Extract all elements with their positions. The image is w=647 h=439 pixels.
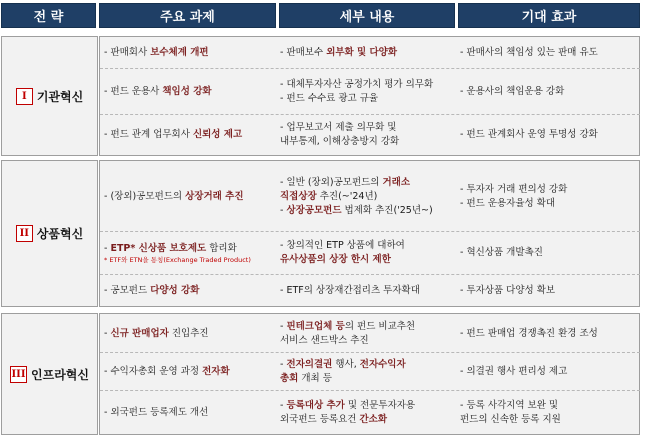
cell-line xyxy=(104,128,276,142)
cell-line xyxy=(280,399,458,413)
emphasis-text: ETP* 신상품 보호제도 xyxy=(110,242,207,254)
emphasis-text: 상장공모펀드 xyxy=(286,204,342,216)
roman-numeral-badge: I xyxy=(16,88,33,105)
emphasis-text: 다양성 강화 xyxy=(150,284,200,296)
text-segment: 펀드의 신속한 등록 지원 xyxy=(460,413,561,425)
text-segment: 진입추진 xyxy=(168,327,209,339)
text-segment: - 수익자총회 운영 과정 xyxy=(104,365,203,377)
cell-line xyxy=(280,176,458,190)
emphasis-text: 보수체계 개편 xyxy=(150,47,209,58)
task-text xyxy=(104,242,276,256)
text-segment: 법제화 추진('25년~) xyxy=(341,204,433,216)
text-segment: 서비스 샌드박스 추진 xyxy=(280,334,369,346)
text-segment: - 창의적인 ETP 상품에 대하여 xyxy=(280,240,405,251)
cell-line xyxy=(104,327,276,341)
cell-line xyxy=(460,246,640,260)
text-segment: - xyxy=(280,358,287,370)
text-segment: 행사, xyxy=(332,358,360,370)
emphasis-text: 총회 xyxy=(280,372,299,384)
cell-line xyxy=(104,46,276,60)
emphasis-text: 외부화 및 다양화 xyxy=(326,47,398,58)
text-segment: - 펀드 운용자율성 확대 xyxy=(460,197,556,209)
detail-cell xyxy=(280,391,458,434)
task-cell xyxy=(104,69,276,114)
emphasis-text: 간소화 xyxy=(359,413,387,425)
cell-line xyxy=(104,406,276,420)
cell-line xyxy=(104,85,276,99)
text-segment: 개최 등 xyxy=(298,372,332,384)
effect-cell xyxy=(460,115,640,155)
detail-cell xyxy=(280,232,458,274)
detail-cell xyxy=(280,163,458,230)
emphasis-text: 신규 판매업자 xyxy=(110,327,169,339)
emphasis-text: 책임성 강화 xyxy=(162,85,212,97)
text-segment: - xyxy=(280,204,287,216)
cell-line xyxy=(280,413,458,427)
text-segment: 내부통제, 이해상충방지 강화 xyxy=(280,136,400,147)
cell-line xyxy=(280,372,458,386)
detail-cell xyxy=(280,69,458,114)
emphasis-text: 등록대상 추가 xyxy=(286,399,345,411)
cell-line xyxy=(280,190,458,204)
text-segment: - xyxy=(104,242,111,254)
cell-line xyxy=(104,365,276,379)
cell-line xyxy=(280,204,458,218)
emphasis-text: 전자화 xyxy=(202,365,230,377)
effect-cell xyxy=(460,232,640,274)
task-cell xyxy=(104,315,276,352)
task-cell xyxy=(104,275,276,306)
strategy-name: 상품혁신 xyxy=(36,227,84,241)
text-segment: - 일반 (장외)공모펀드의 xyxy=(280,176,383,188)
text-segment: - 펀드 수수료 광고 규율 xyxy=(280,92,379,104)
strategy-name: 기관혁신 xyxy=(36,89,84,104)
text-segment: - ETF의 상장재간접리츠 투자확대 xyxy=(280,284,420,296)
text-segment: - 판매사의 책임성 있는 판매 유도 xyxy=(460,47,598,58)
cell-line xyxy=(460,327,640,341)
etp-footnote: * ETF와 ETN을 통칭(Exchange Traded Product) xyxy=(104,255,251,264)
cell-line xyxy=(280,358,458,372)
detail-cell xyxy=(280,38,458,68)
text-segment: - 혁신상품 개발촉진 xyxy=(460,247,543,258)
cell-line xyxy=(104,190,276,204)
emphasis-text: 신뢰성 제고 xyxy=(192,129,243,140)
emphasis-text: 상장거래 추진 xyxy=(185,190,244,202)
text-segment: 추진(~'24년) xyxy=(316,190,378,202)
text-segment: 합리화 xyxy=(206,242,237,254)
text-segment: - xyxy=(280,399,287,411)
detail-cell xyxy=(280,353,458,390)
effect-cell xyxy=(460,315,640,352)
effect-cell xyxy=(460,391,640,434)
effect-cell xyxy=(460,38,640,68)
emphasis-text: 핀테크업체 등 xyxy=(286,320,345,332)
emphasis-text: 유사상품의 상장 한시 제한 xyxy=(280,254,391,265)
text-segment: - 투자상품 다양성 확보 xyxy=(460,284,556,296)
text-segment: - 등록 사각지역 보완 및 xyxy=(460,399,559,411)
cell-line xyxy=(460,399,640,413)
cell-line xyxy=(460,85,640,99)
text-segment: - 펀드 판매업 경쟁촉진 환경 조성 xyxy=(460,327,598,339)
strategy-name: 인프라혁신 xyxy=(31,367,89,382)
cell-line xyxy=(460,413,640,427)
text-segment: - 공모펀드 xyxy=(104,284,151,296)
cell-line xyxy=(280,46,458,60)
cell-line xyxy=(460,197,640,211)
emphasis-text: 전자의결권 xyxy=(286,358,333,370)
cell-line xyxy=(460,128,640,142)
cell-line xyxy=(104,284,276,298)
text-segment: - 업무보고서 제출 의무화 및 xyxy=(280,122,397,133)
text-segment: 외국펀드 등록요건 xyxy=(280,413,360,425)
task-cell xyxy=(104,353,276,390)
text-segment: - 투자자 거래 편의성 강화 xyxy=(460,183,568,195)
text-segment: - (장외)공모펀드의 xyxy=(104,190,186,202)
text-segment: - 펀드 관계 업무회사 xyxy=(104,129,193,140)
effect-cell xyxy=(460,69,640,114)
roman-numeral-badge: III xyxy=(10,366,27,383)
emphasis-text: 직접상장 xyxy=(280,190,317,202)
emphasis-text: 거래소 xyxy=(382,176,411,188)
detail-cell xyxy=(280,115,458,155)
text-segment: - 판매회사 xyxy=(104,47,151,58)
text-segment: - 외국펀드 등록제도 개선 xyxy=(104,406,209,418)
text-segment: - xyxy=(280,320,287,332)
task-cell xyxy=(104,115,276,155)
text-segment: 및 전문투자자용 xyxy=(344,399,416,411)
cell-line xyxy=(280,320,458,334)
text-segment: - 펀드 운용사 xyxy=(104,85,163,97)
text-segment: 의 펀드 비교추천 xyxy=(344,320,416,332)
cell-line xyxy=(460,183,640,197)
detail-cell xyxy=(280,275,458,306)
text-segment: - 의결권 행사 편리성 제고 xyxy=(460,365,568,377)
text-segment: - 펀드 관계회사 운영 투명성 강화 xyxy=(460,129,598,140)
cell-line xyxy=(280,78,458,92)
header-main-task: 주요 과제 xyxy=(99,3,276,28)
effect-cell xyxy=(460,275,640,306)
task-cell xyxy=(104,232,276,274)
text-segment: - 대체투자자산 공정가치 평가 의무화 xyxy=(280,78,434,90)
header-details: 세부 내용 xyxy=(279,3,455,28)
effect-cell xyxy=(460,163,640,230)
cell-line xyxy=(280,284,458,298)
text-segment: - 판매보수 xyxy=(280,47,327,58)
roman-numeral-badge: II xyxy=(16,225,33,242)
strategy-label-product xyxy=(1,160,98,307)
header-expected-effect: 기대 효과 xyxy=(458,3,640,28)
effect-cell xyxy=(460,353,640,390)
text-segment: - xyxy=(104,327,111,339)
cell-line xyxy=(460,284,640,298)
cell-line xyxy=(280,239,458,253)
strategy-label-institutional xyxy=(1,36,98,156)
cell-line xyxy=(280,253,458,267)
detail-cell xyxy=(280,315,458,352)
task-cell xyxy=(104,163,276,230)
strategy-label-infrastructure xyxy=(1,313,98,435)
header-strategy: 전 략 xyxy=(1,3,96,28)
task-cell xyxy=(104,38,276,68)
cell-line xyxy=(280,121,458,135)
cell-line xyxy=(280,92,458,106)
cell-line xyxy=(280,135,458,149)
cell-line xyxy=(280,334,458,348)
emphasis-text: 전자수익자 xyxy=(359,358,406,370)
task-cell xyxy=(104,391,276,434)
cell-line xyxy=(460,365,640,379)
text-segment: - 운용사의 책임운용 강화 xyxy=(460,85,565,97)
cell-line xyxy=(460,46,640,60)
